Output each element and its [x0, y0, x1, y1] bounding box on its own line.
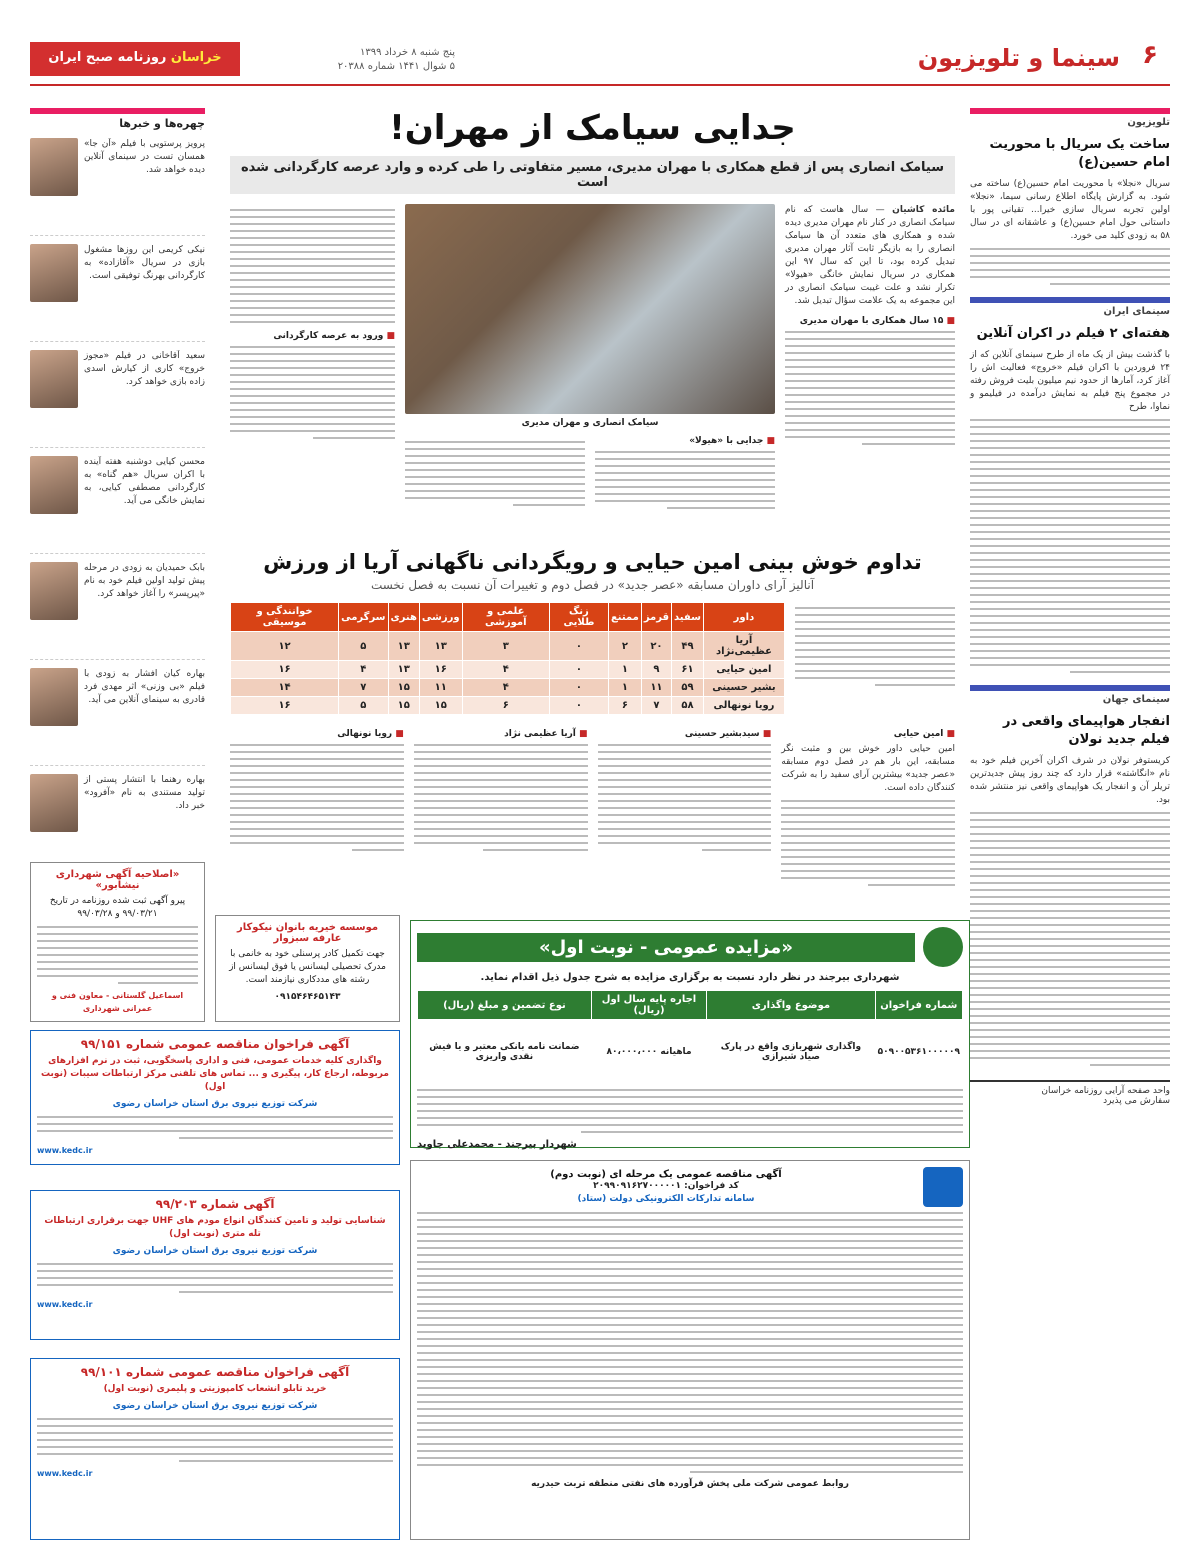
photo-caption: سیامک انصاری و مهران مدیری [521, 418, 659, 428]
masthead [30, 40, 1170, 86]
column-text: امین حیایی داور خوش بین و مثبت نگر مسابقه، این بار هم در فصل دوم مسابقه «عصر جدید» بیشترین آرای سفید را به شرکت کنندگان داده است. [781, 744, 955, 793]
avatar [30, 138, 78, 196]
table-cell: ۱۱ [419, 679, 462, 697]
ad-oil-tender[interactable] [410, 1160, 970, 1540]
table-cell: ۰ [549, 697, 608, 715]
news-item[interactable] [30, 774, 205, 872]
right-article-title[interactable]: انفجار هواپیمای واقعی در فیلم جدید نولان [1002, 714, 1170, 747]
table-cell: ۱ [608, 661, 641, 679]
article2-headline[interactable]: تداوم خوش بینی امین حیایی و رویگردانی ناگهانی آریا از ورزش [263, 550, 922, 574]
table-cell: ۰ [549, 661, 608, 679]
table-cell: ۰ [549, 679, 608, 697]
right-section-label: سینمای ایران [970, 297, 1170, 317]
article2-subhead: آنالیز آرای داوران مسابقه «عصر جدید» در فصل دوم و تغییرات آن نسبت به فصل نخست [370, 578, 815, 592]
avatar [30, 774, 78, 832]
table-cell: ۱۳ [388, 632, 419, 661]
logo-tag: روزنامه صبح ایران [48, 50, 167, 65]
table-cell: ۶ [608, 697, 641, 715]
table-cell: ۱۱ [641, 679, 671, 697]
avatar [30, 244, 78, 302]
table-cell: ۴ [462, 679, 549, 697]
text-lines [795, 607, 955, 686]
ad-footer: روابط عمومی شرکت ملی پخش فرآورده های نفتی منطقه تربت حیدریه [531, 1479, 849, 1489]
table-cell: ۵۸ [672, 697, 704, 715]
subheading: ■ جدایی با «هیولا» [595, 436, 775, 446]
ad-title: آگهی فراخوان مناقصه عمومی شماره ۹۹/۱۰۱ [80, 1365, 350, 1379]
table-header: موضوع واگذاری [707, 991, 875, 1020]
table-cell: ۳ [462, 632, 549, 661]
right-article-title[interactable]: هفته‌ای ۲ فیلم در اکران آنلاین [976, 326, 1170, 341]
table-header: سفید [672, 603, 704, 632]
table-header: زنگ طلایی [549, 603, 608, 632]
article-col-1: مائده کاشیان — سال هاست که نام سیامک انصاری در کنار نام مهران مدیری دیده شده و همکاری های متعدد آن ها سیامک انصاری را به بازیگر ثابت آثار مهران مدیری تبدیل کرده بود، تا این که سال ۹۷ این همکاری در سریال نمایش خانگی «هیولا» تکرار نشد و علت غیبت سیامک انصاری در این مجموعه به یک علامت سؤال تبدیل شد. ■ ۱۵ سال همکاری با مهران مدیری [785, 204, 955, 514]
table-cell: ۵ [339, 632, 388, 661]
table-cell: ۹ [641, 661, 671, 679]
text-lines [970, 419, 1170, 673]
main-article [230, 108, 955, 514]
ad-company: شرکت توزیع نیروی برق استان خراسان رضوی [112, 1401, 318, 1411]
column-name: ■ آریا عظیمی نژاد [414, 729, 588, 739]
right-column [970, 108, 1170, 1106]
table-header: داور [703, 603, 784, 632]
table-row [231, 697, 785, 715]
table-cell: ۱۶ [231, 661, 339, 679]
ad-sign: شهردار بیرجند - محمدعلی جاوید [417, 1139, 577, 1150]
lead-text: سال هاست که نام سیامک انصاری در کنار نام مهران مدیری دیده شده و همکاری های متعدد آن ها سیامک انصاری را به بازیگر ثابت آثار مهران مدیری تبدیل کرده بود، تا این که سال ۹۷ این همکاری در سریال نمایش خانگی «هیولا» تکرار نشد و علت غیبت سیامک انصاری در این مجموعه به یک علامت سؤال تبدیل شد. [785, 205, 955, 306]
ad-site[interactable]: www.kedc.ir [37, 1146, 93, 1155]
news-item-text: سعید آقاخانی در فیلم «مجوز خروج» کاری از کیارش اسدی زاده بازی خواهد کرد. [84, 351, 205, 387]
table-cell: واگذاری شهربازی واقع در پارک صیاد شیرازی [707, 1020, 875, 1084]
news-item-text: بهاره کیان افشار به زودی با فیلم «بی وزنی» اثر مهدی فرد قادری به سینمای آنلاین می آید. [84, 669, 205, 705]
table-cell: ۴ [462, 661, 549, 679]
article-photo[interactable] [405, 204, 775, 414]
table-cell: ۶ [462, 697, 549, 715]
text-lines [37, 1418, 393, 1462]
footer-line-2: سفارش می پذیرد [1103, 1096, 1170, 1106]
date-line-1: پنج شنبه ۸ خرداد ۱۳۹۹ [360, 47, 455, 58]
ad-tender-151[interactable] [30, 1030, 400, 1165]
right-article-text: سریال «نجلا» با محوریت امام حسین(ع) ساخته می شود. به گزارش پایگاه اطلاع رسانی سیما، «نجلا» اولین تجربه سریال سازی خیرا... تقیانی پور با داستانی حول امام حسین(ع) و عاشقانه ای در سال ۵۸ به زودی کلید می خورد. [970, 179, 1170, 241]
table-cell: ۱۵ [388, 679, 419, 697]
table-header: ورزشی [419, 603, 462, 632]
table-cell: بشیر حسینی [703, 679, 784, 697]
avatar [30, 668, 78, 726]
section-title: سینما و تلویزیون [917, 44, 1120, 72]
subheading: ■ ورود به عرصه کارگردانی [230, 331, 395, 341]
table-header: خوانندگی و موسیقی [231, 603, 339, 632]
ad-site[interactable]: www.kedc.ir [37, 1469, 93, 1478]
right-article-title[interactable]: ساخت یک سریال با محوریت امام حسین(ع) [989, 137, 1170, 170]
text-lines [595, 451, 775, 509]
ad-title: موسسه خیریه بانوان نیکوکار عارفه سبزوار [236, 922, 379, 944]
table-cell: رویا نونهالی [703, 697, 784, 715]
footer-line-1: واحد صفحه آرایی روزنامه خراسان [1041, 1086, 1170, 1096]
ad-title: آگهی شماره ۹۹/۲۰۳ [155, 1197, 275, 1211]
table-cell: ۱۴ [231, 679, 339, 697]
text-lines [417, 1212, 963, 1473]
photo-area [405, 204, 775, 514]
text-lines [417, 1089, 963, 1133]
ad-title: «اصلاحیه آگهی شهرداری نیشابور» [55, 869, 180, 891]
column-name: ■ امین حیایی [781, 729, 955, 739]
text-lines [37, 1263, 393, 1293]
right-section-label: تلویزیون [970, 108, 1170, 128]
avatar [30, 456, 78, 514]
logo-text: خراسان [170, 50, 222, 65]
table-cell: ۱۵ [419, 697, 462, 715]
news-item[interactable] [30, 350, 205, 448]
text-lines [970, 248, 1170, 285]
text-lines [37, 926, 198, 984]
left-column-title: چهره‌ها و خبرها [30, 108, 205, 130]
footer-box [970, 1080, 1170, 1106]
text-lines [785, 331, 955, 445]
news-item[interactable] [30, 562, 205, 660]
ad-title: آگهی مناقصه عمومی یک مرحله ای (نوبت دوم) [550, 1168, 782, 1180]
table-cell: ۱۶ [419, 661, 462, 679]
text-lines [230, 209, 395, 323]
second-article [230, 550, 955, 891]
ad-company: شرکت توزیع نیروی برق استان خراسان رضوی [112, 1246, 318, 1256]
ad-101[interactable] [30, 1358, 400, 1540]
table-cell: ۵ [339, 697, 388, 715]
ad-site[interactable]: www.kedc.ir [37, 1300, 93, 1309]
table-cell: ۷ [641, 697, 671, 715]
text-lines [598, 744, 772, 851]
avatar [30, 350, 78, 408]
table-cell: ۵۰۹۰۰۵۳۶۱۰۰۰۰۰۹ [875, 1020, 962, 1084]
table-cell: ۱۳ [419, 632, 462, 661]
ad-text: خرید تابلو انشعاب کامپوزیتی و پلیمری (نوبت اول) [103, 1384, 327, 1394]
score-table [230, 602, 785, 715]
ad-text: واگذاری کلیه خدمات عمومی، فنی و اداری پاسخگویی، ثبت در نرم افزارهای مربوطه، ارجاع کار، پیگیری و ... تماس های تلفنی مرکز ارتباطات سیبات (نوبت اول) [41, 1056, 389, 1092]
table-header: هنری [388, 603, 419, 632]
text-lines [37, 1116, 393, 1139]
oil-company-logo-icon [923, 1167, 963, 1207]
table-cell: ۲ [608, 632, 641, 661]
text-lines [970, 812, 1170, 1066]
news-item[interactable] [30, 138, 205, 236]
table-cell: ۱۶ [231, 697, 339, 715]
auction-table [417, 990, 963, 1084]
ad-text: جهت تکمیل کادر پرسنلی خود به خانمی با مدرک تحصیلی لیسانس یا فوق لیسانس از رشته های مددکاری نیازمند است. [229, 949, 386, 985]
ad-text: پیرو آگهی ثبت شده روزنامه در تاریخ ۹۹/۰۳/۲۱ و ۹۹/۰۳/۲۸ [49, 896, 186, 919]
table-header: نوع تضمین و مبلغ (ریال) [418, 991, 592, 1020]
table-cell: ۱۲ [231, 632, 339, 661]
table-header: علمی و آموزشی [462, 603, 549, 632]
news-item[interactable] [30, 668, 205, 766]
article2-columns [230, 729, 955, 891]
ad-title: آگهی فراخوان مناقصه عمومی شماره ۹۹/۱۵۱ [80, 1037, 350, 1051]
table-header: قرمز [641, 603, 671, 632]
table-cell: ۰ [549, 632, 608, 661]
ad-203[interactable] [30, 1190, 400, 1340]
table-cell: ضمانت نامه بانکی معتبر و یا فیش نقدی واریزی [418, 1020, 592, 1084]
news-item-text: نیکی کریمی این روزها مشغول بازی در سریال «آقازاده» به کارگردانی بهرنگ توفیقی است. [84, 245, 205, 281]
ad-charity[interactable] [215, 915, 400, 1022]
table-cell: ۵۹ [672, 679, 704, 697]
ad-auction[interactable] [410, 920, 970, 1148]
ad-subtitle: شهرداری بیرجند در نظر دارد نسبت به برگزاری مزایده به شرح جدول ذیل اقدام نماید. [480, 972, 900, 983]
news-item-text: محسن کیایی دوشنبه هفته آینده با اکران سریال «هم گناه» به کارگردانی مصطفی کیایی، به نمایش خانگی می آید. [84, 457, 205, 506]
table-header: سرگرمی [339, 603, 388, 632]
news-item-text: بهاره رهنما با انتشار پستی از تولید مستندی به نام «آفرود» خبر داد. [84, 775, 205, 811]
table-header: ممتنع [608, 603, 641, 632]
table-header: شماره فراخوان [875, 991, 962, 1020]
article2-intro [795, 602, 955, 715]
news-item[interactable] [30, 244, 205, 342]
ad-text: شناسایی تولید و تامین کنندگان انواع مودم های UHF جهت برقراری ارتباطات تله متری (نوبت اول) [44, 1216, 386, 1239]
ad-sign: اسماعیل گلستانی - معاون فنی و عمرانی شهرداری [51, 991, 184, 1013]
table-cell: ۴ [339, 661, 388, 679]
ad-nishabur[interactable] [30, 862, 205, 1022]
text-lines [230, 744, 404, 851]
newspaper-logo[interactable] [30, 42, 240, 76]
byline: مائده کاشیان [892, 205, 955, 215]
main-headline[interactable]: جدایی سیامک از مهران! [389, 108, 796, 148]
table-row [231, 679, 785, 697]
avatar [30, 562, 78, 620]
table-header: اجاره پایه سال اول (ریال) [591, 991, 706, 1020]
table-cell: ۱۳ [388, 661, 419, 679]
main-subhead: سیامک انصاری پس از قطع همکاری با مهران مدیری، مسیر متفاوتی را طی کرده و وارد عرصه کارگردانی شده است [230, 156, 955, 194]
table-cell: ۱۵ [388, 697, 419, 715]
table-cell: ۷ [339, 679, 388, 697]
column-name: ■ سیدبشیر حسینی [598, 729, 772, 739]
text-lines [405, 441, 585, 506]
table-cell: آریا عظیمی‌نژاد [703, 632, 784, 661]
date-line-2: ۵ شوال ۱۴۴۱ شماره ۲۰۳۸۸ [337, 61, 455, 72]
right-section-label: سینمای جهان [970, 685, 1170, 705]
column-name: ■ رویا نونهالی [230, 729, 404, 739]
news-item-text: پرویز پرستویی با فیلم «آن جا» همسان تست در سینمای آنلاین دیده خواهد شد. [84, 139, 205, 175]
text-lines [230, 346, 395, 439]
table-row [231, 632, 785, 661]
left-column [30, 108, 205, 872]
table-cell: ۴۹ [672, 632, 704, 661]
ad-title: «مزایده عمومی - نوبت اول» [417, 933, 915, 962]
score-table-wrap [230, 602, 785, 715]
municipality-logo-icon [923, 927, 963, 967]
text-lines [414, 744, 588, 851]
table-cell: امین حیایی [703, 661, 784, 679]
dateline [255, 46, 455, 74]
news-item[interactable] [30, 456, 205, 554]
article-col-3 [230, 204, 395, 514]
ad-code: کد فراخوان: ۲۰۹۹۰۹۱۶۲۷۰۰۰۰۰۱ [593, 1180, 739, 1191]
table-cell: ۱ [608, 679, 641, 697]
page-number: ۶ [1142, 40, 1158, 70]
right-article-text: کریستوفر نولان در شرف اکران آخرین فیلم خود به نام «انگاشته» قرار دارد که چند روز پیش جدیدترین تریلر آن و انفجار یک هواپیمای واقعی نیز منتشر شده بود. [970, 756, 1170, 805]
ad-subtitle: سامانه تدارکات الکترونیکی دولت (ستاد) [577, 1193, 755, 1204]
table-cell: ۲۰ [641, 632, 671, 661]
table-cell: ۶۱ [672, 661, 704, 679]
ad-company: شرکت توزیع نیروی برق استان خراسان رضوی [112, 1099, 318, 1109]
right-article-text: با گذشت بیش از یک ماه از طرح سینمای آنلاین که از ۲۴ فروردین با اکران فیلم «خروج» فعالیت اش را آغاز کرد، آمارها از حدود نیم میلیون بلیت فروش رفته در مجموع پنج فیلم به نمایش درآمده در فیلیمو و نماوا، طرح [970, 350, 1170, 412]
subheading: ■ ۱۵ سال همکاری با مهران مدیری [785, 316, 955, 326]
table-row [231, 661, 785, 679]
news-item-text: بابک حمیدیان به زودی در مرحله پیش تولید اولین فیلم خود به نام «پیرپسر» را آغاز خواهد کرد. [84, 563, 205, 599]
text-lines [781, 800, 955, 886]
table-cell: ماهیانه ۸۰،۰۰۰،۰۰۰ [591, 1020, 706, 1084]
ad-phone: ۰۹۱۵۴۶۴۶۵۱۴۳ [274, 992, 341, 1002]
